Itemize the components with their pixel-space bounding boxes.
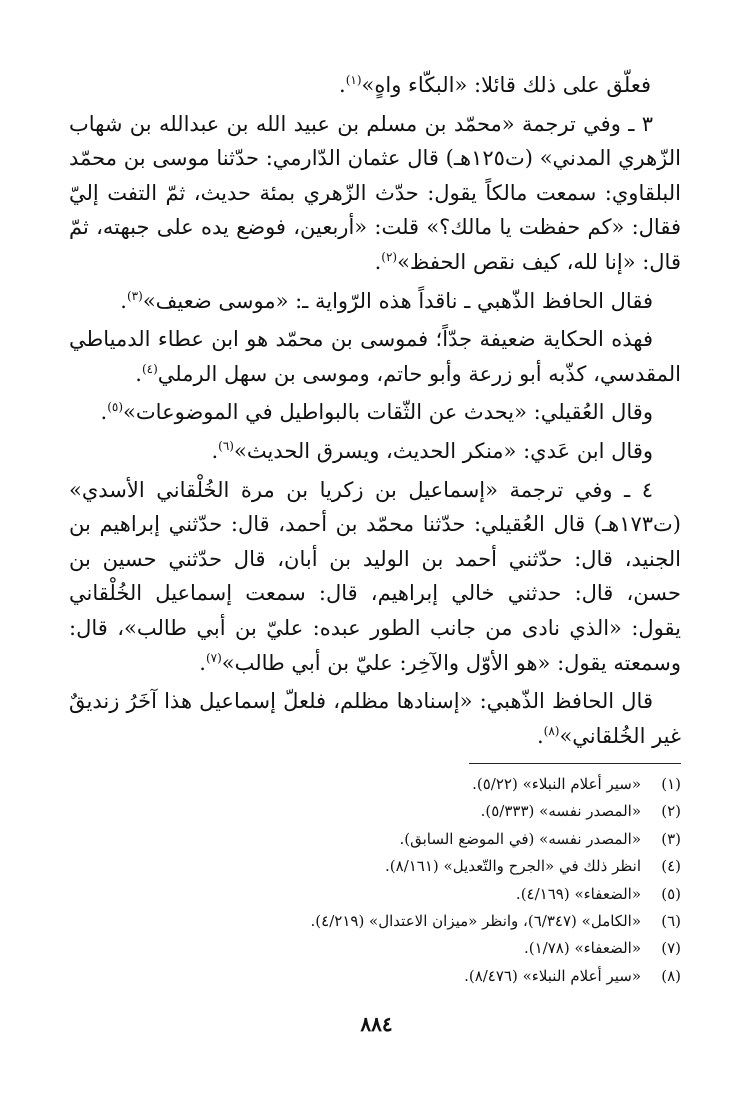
footnote-number: (٧): [661, 939, 681, 958]
paragraph-text: وقال العُقيلي: «يحدث عن الثّقات بالبواطيل في الموضوعات»: [123, 400, 653, 425]
footnote-4: [69, 853, 681, 880]
footnote-ref: (٤): [141, 361, 158, 376]
paragraph-tail: .: [100, 400, 108, 425]
paragraph-text: ٤ ـ وفي ترجمة «إسماعيل بن زكريا بن مرة الخُلْقاني الأسدي» (ت١٧٣هـ) قال العُقيلي: حدّثنا محمّد بن أحمد، قال: حدّثني إبراهيم بن الجنيد، قال: حدّثني أحمد بن الوليد بن أبان، قال حدّثني حسين بن حسن، قال: حدثني خالي إبراهيم، قال: سمعت إسماعيل الخُلْقاني يقول: «الذي نادى من جانب الطور عبده: عليّ بن أبي طالب»، قال: وسمعته يقول: «هو الأوّل والآخِر: عليّ بن أبي طالب»: [69, 477, 681, 675]
paragraph-6: [69, 434, 681, 469]
paragraph-7: [69, 473, 681, 681]
paragraph-tail: .: [199, 650, 206, 675]
footnote-text: «سير أعلام النبلاء» (٥/٢٢).: [472, 775, 641, 793]
footnote-2: [69, 798, 681, 825]
footnote-number: (٨): [661, 966, 681, 985]
footnote-text: «الضعفاء» (٤/١٦٩).: [515, 884, 641, 903]
footnote-ref: (١): [345, 73, 362, 87]
footnote-text: «الضعفاء» (١/٧٨).: [523, 939, 641, 958]
paragraph-tail: .: [536, 723, 544, 748]
footnote-number: (٤): [661, 857, 681, 876]
paragraph-2: [69, 107, 681, 280]
paragraph-text: ٣ ـ وفي ترجمة «محمّد بن مسلم بن عبيد الله بن عبدالله بن شهاب الزّهري المدني» (ت١٢٥هـ) قال عثمان الدّارمي: حدّثنا موسى بن محمّد البلقاوي: سمعت مالكاً يقول: حدّث الزّهري بمئة حديث، ثمّ التفت إليّ فقال: «كم حفظت يا مالك؟» قلت: «أربعين، فوضع يده على جبهته، ثمّ قال: «إنا لله، كيف نقص الحفظ»: [69, 111, 682, 274]
footnote-7: [69, 935, 681, 962]
footnote-ref: (٣): [126, 288, 143, 303]
footnote-ref: (٧): [205, 650, 222, 665]
footnote-number: (٢): [661, 802, 681, 821]
paragraph-text: فقال الحافظ الذّهبي ـ ناقداً هذه الرّواية ـ: «موسى ضعيف»: [142, 288, 653, 313]
footnote-ref: (٦): [218, 438, 234, 453]
footnote-number: (١): [661, 775, 681, 793]
paragraph-5: [69, 395, 681, 430]
paragraph-1: [69, 68, 681, 103]
paragraph-tail: .: [374, 249, 382, 274]
paragraph-4: [69, 322, 681, 391]
main-text: [69, 68, 681, 757]
footnote-number: (٥): [661, 884, 681, 903]
paragraph-text: قال الحافظ الذّهبي: «إسنادها مظلم، فلعلّ إسماعيل هذا آخَرُ زنديقٌ غير الخُلقاني»: [69, 689, 681, 748]
paragraph-text: فعلّق على ذلك قائلا: «البكّاء واهٍ»: [361, 73, 651, 97]
paragraph-tail: .: [339, 73, 346, 97]
paragraph-3: [69, 284, 681, 319]
footnote-divider: [469, 763, 681, 764]
footnote-8: [69, 963, 681, 990]
footnote-ref: (٥): [107, 400, 124, 415]
footnote-text: «سير أعلام النبلاء» (٨/٤٧٦).: [464, 966, 641, 985]
paragraph-tail: .: [120, 288, 127, 313]
footnotes: [69, 771, 681, 990]
footnote-number: (٦): [661, 912, 681, 931]
footnote-ref: (٢): [381, 249, 398, 264]
paragraph-tail: .: [135, 361, 142, 386]
paragraph-text: فهذه الحكاية ضعيفة جدّاً؛ فموسى بن محمّد هو ابن عطاء الدمياطي المقدسي، كذّبه أبو زرعة وأبو حاتم، وموسى بن سهل الرملي: [69, 327, 681, 386]
footnote-text: انظر ذلك في «الجرح والتّعديل» (٨/١٦١).: [385, 857, 641, 876]
footnote-6: [69, 908, 681, 935]
paragraph-tail: .: [211, 438, 219, 463]
footnote-3: [69, 826, 681, 853]
footnote-number: (٣): [661, 829, 681, 848]
paragraph-text: وقال ابن عَدي: «منكر الحديث، ويسرق الحديث»: [233, 438, 653, 463]
footnote-text: «المصدر نفسه» (٥/٣٣٣).: [480, 802, 641, 821]
page-number: ٨٨٤: [360, 1012, 393, 1036]
footnote-1: [69, 771, 681, 798]
footnote-5: [69, 881, 681, 908]
footnote-ref: (٨): [543, 723, 560, 738]
paragraph-8: [69, 684, 681, 753]
footnote-text: «المصدر نفسه» (في الموضع السابق).: [399, 829, 641, 848]
footnote-text: «الكامل» (٦/٣٤٧)، وانظر «ميزان الاعتدال» (٤/٢١٩).: [310, 912, 641, 931]
